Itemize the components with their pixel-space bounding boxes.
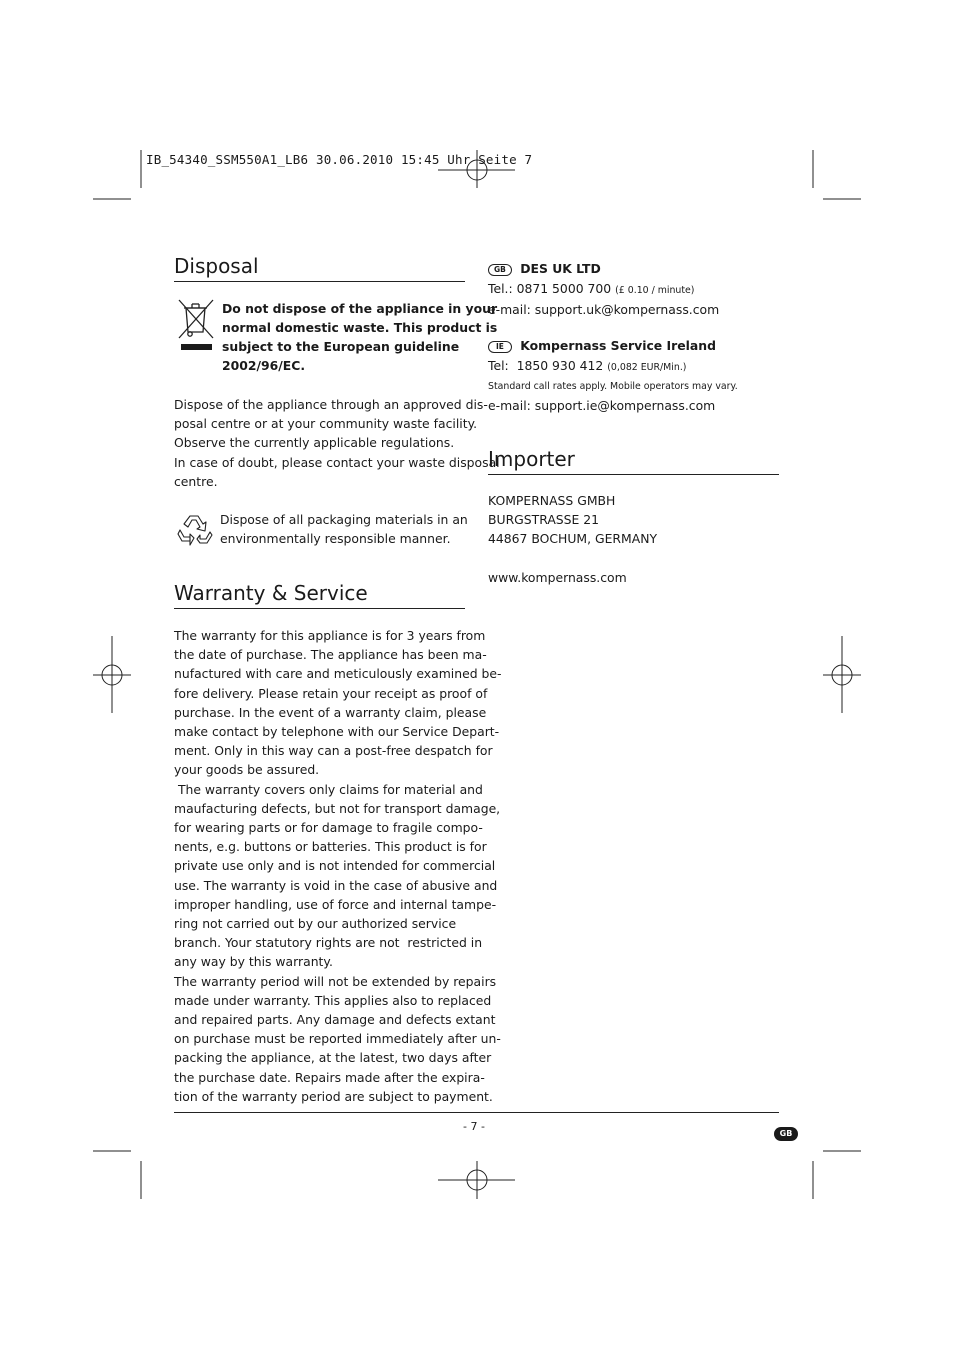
importer-heading: Importer [488,447,575,471]
importer-website-link[interactable]: www.kompernass.com [488,570,627,585]
warranty-heading-rule [174,608,465,609]
gb-country-badge: GB [488,264,512,276]
ie-service-name: Kompernass Service Ireland [520,338,716,353]
uk-service-phone: Tel.: 0871 5000 700 [488,281,612,296]
uk-service-contact [488,259,719,319]
warranty-body-text: The warranty for this appliance is for 3 years from the date of purchase. The appliance has been ma- nufactured with care and meticulously examined be- fore delivery. Please retain your receipt as proof of purchase. In the event of a warranty claim, please make contact by telephone with our Service Depart- ment. Only in this way can a post-free despatch for your goods be assured. The warranty covers only claims for material and maufacturing defects, but not for transport damage, for wearing parts or for damage to fragile compo- nents, e.g. buttons or batteries. This product is for private use only and is not intended for commercial use. The warranty is void in the case of abusive and improper handling, use of force and internal tampe- ring not carried out by our authorized service branch. Your statutory rights are not restricted in any way by this warranty. The warranty period will not be extended by repairs made under warranty. This applies also to replaced and repaired parts. Any damage and defects extant on purchase must be reported immediately after un- packing the appliance, at the latest, two days after the purchase date. Repairs made after the expira- tion of the warranty period are subject to payment. [174,628,502,1104]
packaging-disposal-text: Dispose of all packaging materials in an environmentally responsible manner. [220,512,468,547]
disposal-heading-rule [174,281,465,282]
warranty-heading: Warranty & Service [174,581,368,605]
print-slug: IB_54340_SSM550A1_LB6 30.06.2010 15:45 Uhr Seite 7 [146,152,533,167]
footer-rule [174,1112,779,1113]
uk-service-name: DES UK LTD [520,261,601,276]
ie-service-phone: Tel: 1850 930 412 [488,358,604,373]
ie-country-badge: IE [488,341,512,353]
recycling-arrows-icon [176,512,214,548]
footer-language-badge: GB [774,1121,798,1141]
importer-address: KOMPERNASS GMBH BURGSTRASSE 21 44867 BOCHUM, GERMANY [488,493,658,547]
ie-service-note: Standard call rates apply. Mobile operators may vary. [488,381,738,393]
uk-service-rate: (£ 0.10 / minute) [615,285,695,296]
page-number: - 7 - [463,1120,485,1133]
ie-service-rate: (0,082 EUR/Min.) [607,362,687,373]
crossed-out-wheelie-bin-icon [177,298,215,354]
uk-service-email: e-mail: support.uk@kompernass.com [488,302,720,318]
disposal-body-text: Dispose of the appliance through an approved dis- posal centre or at your community waste facility. Observe the currently applicable regulations. In case of doubt, please contact your waste disposal centre. [174,397,500,489]
ie-service-email: e-mail: support.ie@kompernass.com [488,398,716,414]
disposal-warning-text: Do not dispose of the appliance in your normal domestic waste. This product is subject to the European guideline 2002/96/EC. [222,301,498,373]
importer-heading-rule [488,474,779,475]
ie-service-contact [488,336,738,416]
disposal-heading: Disposal [174,254,259,278]
